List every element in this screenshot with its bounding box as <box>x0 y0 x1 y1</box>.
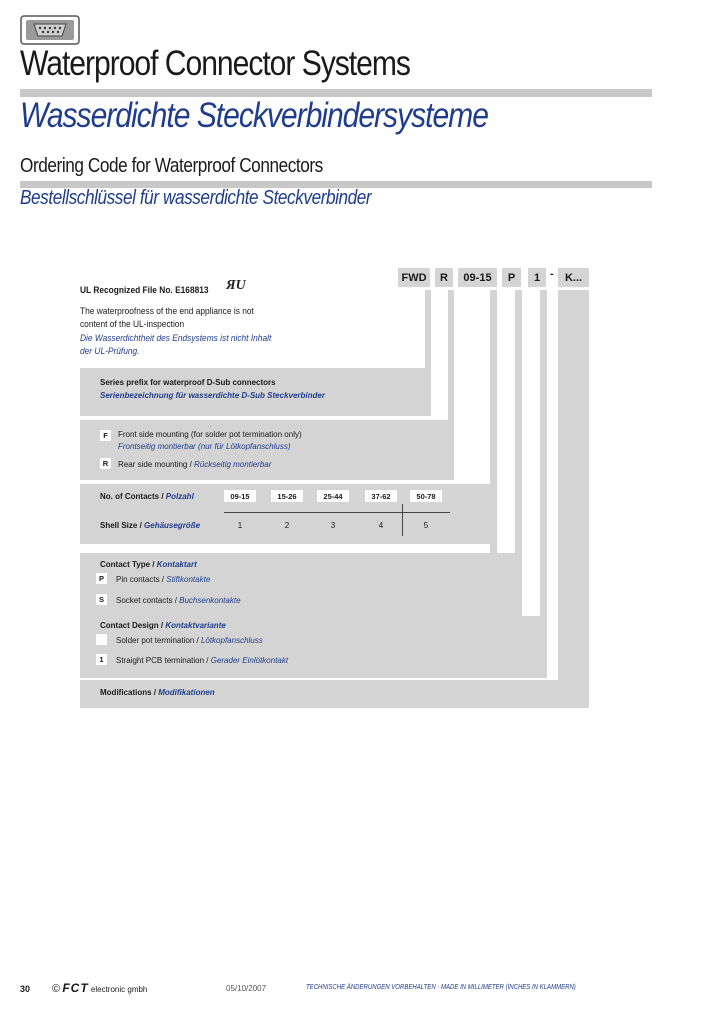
modifications-label-de: Modifikationen <box>158 688 215 697</box>
page-title-german: Wasserdichte Steckverbindersysteme <box>20 96 488 135</box>
contact-type-panel <box>80 553 522 616</box>
shell-divider-h <box>224 512 450 513</box>
contact-type-pin-de: Stiftkontakte <box>166 575 211 584</box>
mounting-code-r: R <box>100 458 111 469</box>
ul-note-line-2: content of the UL-inspection <box>80 319 185 330</box>
contact-design-pcb-de: Gerader Einlötkontakt <box>210 656 289 665</box>
shell-label-de: Gehäusegröße <box>144 521 201 530</box>
code-contact-design: 1 <box>528 268 546 287</box>
contacts-value-4: 37-62 <box>365 490 397 502</box>
contact-type-code-s: S <box>96 594 107 605</box>
contact-type-socket <box>116 596 241 605</box>
contacts-value-5: 50-78 <box>410 490 442 502</box>
copyright-icon: © <box>52 983 61 995</box>
page-number: 30 <box>20 984 31 994</box>
shell-label <box>100 521 200 530</box>
contacts-label <box>100 492 194 501</box>
contacts-value-2: 15-26 <box>271 490 303 502</box>
contacts-value-3: 25-44 <box>317 490 349 502</box>
contacts-value-1: 09-15 <box>224 490 256 502</box>
connector-icon <box>20 15 80 45</box>
mounting-front-label-german: Frontseitig montierbar (nur für Lötkopfanschluss) <box>118 442 291 451</box>
shell-divider-v <box>402 504 403 536</box>
ul-file-label: UL Recognized File No. E168813 <box>80 285 209 296</box>
series-label-german: Serienbezeichnung für wasserdichte D-Sub Steckverbinder <box>100 391 325 400</box>
contact-type-pin-en: Pin contacts / <box>116 575 167 584</box>
series-label: Series prefix for waterproof D-Sub connectors <box>100 378 276 387</box>
contact-design-code-blank <box>96 634 107 645</box>
code-modification: K... <box>558 268 589 287</box>
code-dash: - <box>550 268 554 280</box>
contact-design-label-en: Contact Design / <box>100 621 166 630</box>
contact-type-label-de: Kontaktart <box>156 560 197 569</box>
contact-design-code-1: 1 <box>96 654 107 665</box>
footer-notice: TECHNISCHE ÄNDERUNGEN VORBEHALTEN · MADE IN MILLIMETER (INCHES IN KLAMMERN) <box>306 984 576 991</box>
brand-name: FCT <box>62 981 89 995</box>
contact-design-solder <box>116 636 263 645</box>
contacts-panel <box>80 484 497 544</box>
contacts-label-en: No. of Contacts / <box>100 492 166 501</box>
modifications-label <box>100 688 215 697</box>
shell-value-3: 3 <box>330 521 336 530</box>
contact-type-code-p: P <box>96 573 107 584</box>
code-prefix-fwd: FWD <box>398 268 430 287</box>
modifications-panel <box>80 680 589 708</box>
svg-text:ЯU: ЯU <box>226 278 246 293</box>
contact-design-pcb <box>116 656 288 665</box>
series-panel <box>80 368 431 416</box>
mounting-code-f: F <box>100 430 111 441</box>
contact-design-solder-en: Solder pot termination / <box>116 636 201 645</box>
code-contacts: 09-15 <box>458 268 497 287</box>
contact-type-pin <box>116 575 210 584</box>
mounting-panel <box>80 420 454 480</box>
contacts-label-de: Polzahl <box>165 492 194 501</box>
brand-suffix: electronic gmbh <box>90 985 148 994</box>
shell-value-2: 2 <box>284 521 290 530</box>
mounting-rear-label <box>118 460 271 469</box>
shell-value-4: 4 <box>378 521 384 530</box>
contact-type-label <box>100 560 197 569</box>
mounting-rear-de: Rückseitig montierbar <box>194 460 272 469</box>
contact-design-panel <box>80 616 547 678</box>
ul-note-line-1: The waterproofness of the end appliance is not <box>80 306 254 317</box>
shell-value-1: 1 <box>237 521 243 530</box>
contact-design-label-de: Kontaktvariante <box>165 621 226 630</box>
ul-note-german-line-1: Die Wasserdichtheit des Endsystems ist nicht Inhalt <box>80 333 272 344</box>
shell-label-en: Shell Size / <box>100 521 145 530</box>
contact-type-label-en: Contact Type / <box>100 560 157 569</box>
code-contact-type: P <box>502 268 521 287</box>
brand-logo <box>52 981 147 995</box>
contact-design-pcb-en: Straight PCB termination / <box>116 656 211 665</box>
ul-note-german-line-2: der UL-Prüfung. <box>80 346 140 357</box>
footer-date: 05/10/2007 <box>226 984 267 993</box>
section-title-german: Bestellschlüssel für wasserdichte Steckverbinder <box>20 187 372 209</box>
mounting-front-label: Front side mounting (for solder pot termination only) <box>118 430 302 439</box>
page-title: Waterproof Connector Systems <box>20 44 410 83</box>
column-modification <box>558 290 589 680</box>
modifications-label-en: Modifications / <box>100 688 159 697</box>
mounting-rear-en: Rear side mounting / <box>118 460 195 469</box>
shell-value-5: 5 <box>423 521 429 530</box>
contact-type-socket-de: Buchsenkontakte <box>179 596 241 605</box>
contact-type-socket-en: Socket contacts / <box>116 596 180 605</box>
contact-design-label <box>100 621 226 630</box>
section-title: Ordering Code for Waterproof Connectors <box>20 155 323 177</box>
contact-design-solder-de: Lötkopfanschluss <box>200 636 263 645</box>
ul-mark-icon <box>226 276 248 299</box>
code-mounting-r: R <box>435 268 453 287</box>
